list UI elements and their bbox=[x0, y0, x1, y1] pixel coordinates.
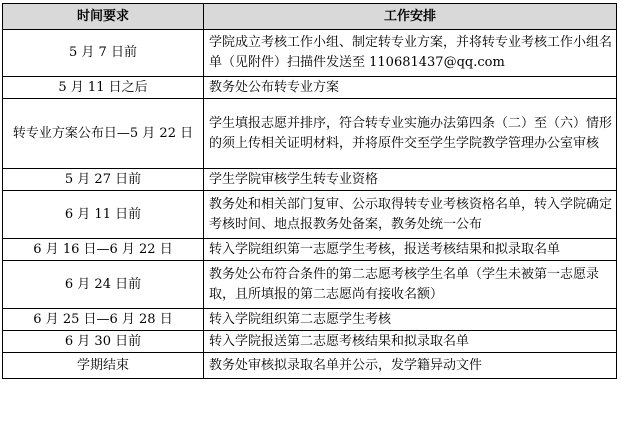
schedule-table bbox=[2, 3, 617, 379]
row-task: 转入学院组织第一志愿学生考核，报送考核结果和拟录取名单 bbox=[204, 239, 617, 261]
header-task: 工作安排 bbox=[204, 4, 617, 30]
row-time: 6 月 30 日前 bbox=[3, 331, 204, 353]
row-task: 学生学院审核学生转专业资格 bbox=[204, 169, 617, 191]
row-task: 转入学院报送第二志愿考核结果和拟录取名单 bbox=[204, 331, 617, 353]
row-task: 教务处审核拟录取名单并公示，发学籍异动文件 bbox=[204, 353, 617, 379]
row-task: 转入学院组织第二志愿学生考核 bbox=[204, 309, 617, 331]
table-row bbox=[3, 353, 617, 379]
header-time: 时间要求 bbox=[3, 4, 204, 30]
table-row bbox=[3, 309, 617, 331]
table-row bbox=[3, 331, 617, 353]
table-row bbox=[3, 239, 617, 261]
row-time: 5 月 27 日前 bbox=[3, 169, 204, 191]
row-time: 5 月 7 日前 bbox=[3, 30, 204, 77]
row-task: 教务处和相关部门复审、公示取得转专业考核资格名单，转入学院确定考核时间、地点报教务处备案，教务处统一公布 bbox=[204, 191, 617, 239]
table-row bbox=[3, 30, 617, 77]
row-task: 教务处公布符合条件的第二志愿考核学生名单（学生未被第一志愿录取，且所填报的第二志愿尚有接收名额） bbox=[204, 261, 617, 309]
row-time: 6 月 11 日前 bbox=[3, 191, 204, 239]
table-row bbox=[3, 99, 617, 169]
table-row bbox=[3, 169, 617, 191]
table-row bbox=[3, 261, 617, 309]
row-time: 6 月 24 日前 bbox=[3, 261, 204, 309]
row-time: 学期结束 bbox=[3, 353, 204, 379]
table-row bbox=[3, 191, 617, 239]
table-header-row bbox=[3, 4, 617, 30]
table-row bbox=[3, 77, 617, 99]
row-task: 学院成立考核工作小组、制定转专业方案，并将转专业考核工作小组名单（见附件）扫描件发送至 110681437@qq.com bbox=[204, 30, 617, 77]
row-time: 转专业方案公布日—5 月 22 日 bbox=[3, 99, 204, 169]
row-time: 6 月 16 日—6 月 22 日 bbox=[3, 239, 204, 261]
row-task: 学生填报志愿并排序，符合转专业实施办法第四条（二）至（六）情形的须上传相关证明材料，并将原件交至学生学院教学管理办公室审核 bbox=[204, 99, 617, 169]
row-time: 6 月 25 日—6 月 28 日 bbox=[3, 309, 204, 331]
row-task: 教务处公布转专业方案 bbox=[204, 77, 617, 99]
row-time: 5 月 11 日之后 bbox=[3, 77, 204, 99]
